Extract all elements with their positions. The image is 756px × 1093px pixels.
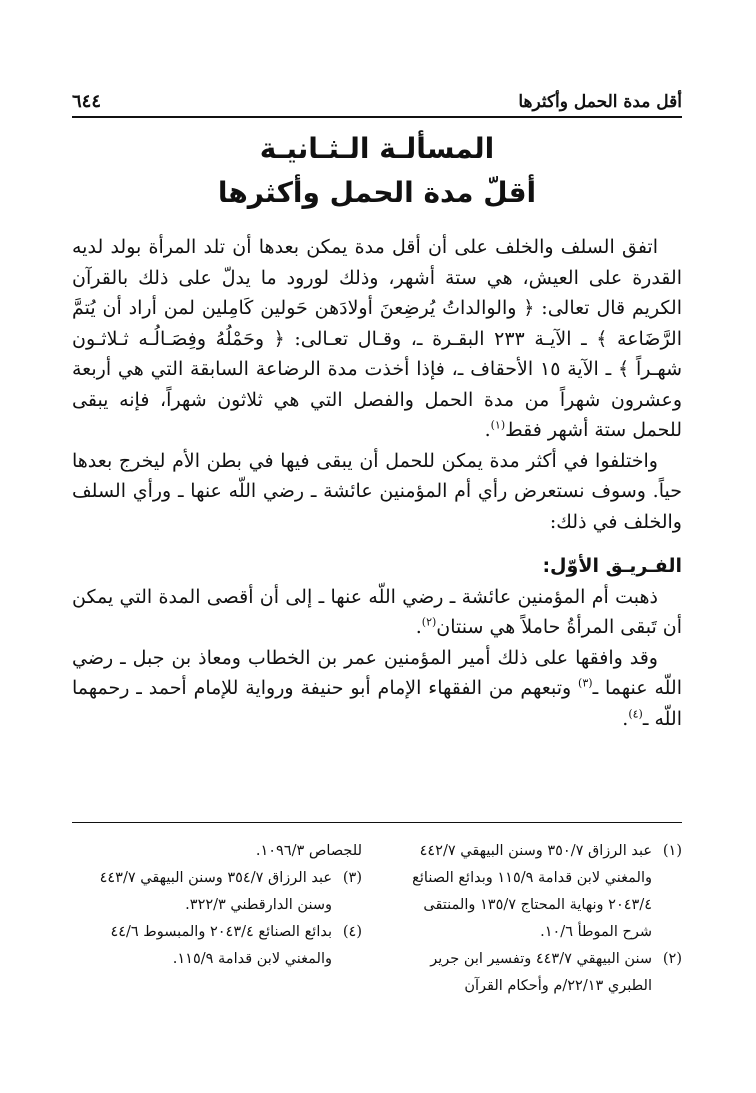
paragraph-4-end: . xyxy=(622,707,629,730)
paragraph-1-text: اتفق السلف والخلف على أن أقل مدة يمكن بعدها أن تلد المرأة بولد لديه القدرة على العيش، هي ستة أشهر، وذلك لورود ما يدلّ على ذلك بالقرآن الكريم قال تعالى: ﴿ والوالداتُ يُرضِعنَ أولادَهن حَولين كَامِلين لمن أراد أن يُتمَّ الرَّضَاعة ﴾ ـ الآيـة ٢٣٣ البقـرة ـ، وقـال تعـالى: ﴿ وحَمْلُهُ وفِصَـالُـه ثـلاثـون شهـراً ﴾ ـ الآية ١٥ الأحقاف ـ، فإذا أخذت مدة الرضاعة السابقة التي هي أربعة وعشرون شهراً من مدة الحمل والفصل التي هي ثلاثون شهراً، فإنه يبقى للحمل ستة أشهر فقط xyxy=(72,236,682,441)
footnote-3 xyxy=(72,865,362,919)
section-heading: الفـريـق الأوّل: xyxy=(542,555,682,577)
footnote-3-line: وسنن الدارقطني ٣٢٢/٣. xyxy=(185,897,332,913)
footnote-2-line: الطبري ٢٢/١٣/م وأحكام القرآن xyxy=(464,978,652,994)
footnote-ref-1: (١) xyxy=(490,418,506,432)
footnote-ref-3: (٣) xyxy=(578,676,593,690)
footnote-ref-2: (٢) xyxy=(421,615,437,629)
footnote-ref-4: (٤) xyxy=(628,707,643,721)
footnote-divider xyxy=(72,822,682,823)
paragraph-1-end: . xyxy=(484,419,491,441)
footnote-1-line: شرح الموطأ ١٠/٦. xyxy=(540,924,652,940)
footnote-2-continuation: للجصاص ١٠٩٦/٣. xyxy=(255,843,362,859)
body-text xyxy=(72,232,682,734)
footnote-3-number: (٣) xyxy=(342,870,362,886)
footnote-2-number: (٢) xyxy=(662,951,682,967)
footnote-4 xyxy=(72,919,362,973)
footnotes xyxy=(72,838,682,1000)
footnote-4-number: (٤) xyxy=(342,924,362,940)
footnotes-right-column xyxy=(392,838,682,1000)
footnote-2-line: سنن البيهقي ٤٤٣/٧ وتفسير ابن جرير xyxy=(430,951,652,967)
footnote-2-continued xyxy=(72,838,362,865)
chapter-subtitle: أقلّ مدة الحمل وأكثرها xyxy=(217,176,537,209)
running-title: أقل مدة الحمل وأكثرها xyxy=(518,92,682,112)
paragraph-3-text: ذهبت أم المؤمنين عائشة ـ رضي اللّه عنها ـ إلى أن أقصى المدة التي يمكن أن تَبقى المرأةُ حاملاً هي سنتان xyxy=(72,585,682,638)
running-header xyxy=(72,84,682,118)
footnote-1-line: والمغني لابن قدامة ١١٥/٩ وبدائع الصنائع xyxy=(412,870,652,886)
paragraph-3-end: . xyxy=(415,616,422,638)
paragraph-4-text-a: وقد وافقها على ذلك أمير المؤمنين عمر بن الخطاب ومعاذ بن جبل ـ رضي اللّه عنهما ـ xyxy=(72,646,683,699)
footnote-1-line: ٢٠٤٣/٤ ونهاية المحتاج ١٣٥/٧ والمنتقى xyxy=(423,897,652,913)
paragraph-3 xyxy=(72,582,682,643)
footnote-4-line: بدائع الصنائع ٢٠٤٣/٤ والمبسوط ٤٤/٦ xyxy=(110,924,332,940)
footnote-1 xyxy=(392,838,682,946)
footnotes-left-column xyxy=(72,838,362,1000)
footnote-4-line: والمغني لابن قدامة ١١٥/٩. xyxy=(172,951,332,967)
paragraph-1 xyxy=(72,232,682,446)
footnote-3-line: عبد الرزاق ٣٥٤/٧ وسنن البيهقي ٤٤٣/٧ xyxy=(99,870,332,886)
paragraph-4-text-b: وتبعهم من الفقهاء الإمام أبو حنيفة ورواية للإمام أحمد ـ رحمهما اللّه ـ xyxy=(72,677,682,730)
footnote-1-line: عبد الرزاق ٣٥٠/٧ وسنن البيهقي ٤٤٢/٧ xyxy=(419,843,652,859)
chapter-title: المسألـة الـثـانيـة xyxy=(259,132,495,165)
paragraph-4 xyxy=(72,643,682,735)
footnote-1-number: (١) xyxy=(662,843,682,859)
footnote-2 xyxy=(392,946,682,1000)
page-number: ٦٤٤ xyxy=(72,91,102,112)
paragraph-2: واختلفوا في أكثر مدة يمكن للحمل أن يبقى فيها في بطن الأم ليخرج بعدها حياً. وسوف نستعرض رأي أم المؤمنين عائشة ـ رضي اللّه عنها ـ ورأي السلف والخلف في ذلك: xyxy=(72,449,682,533)
